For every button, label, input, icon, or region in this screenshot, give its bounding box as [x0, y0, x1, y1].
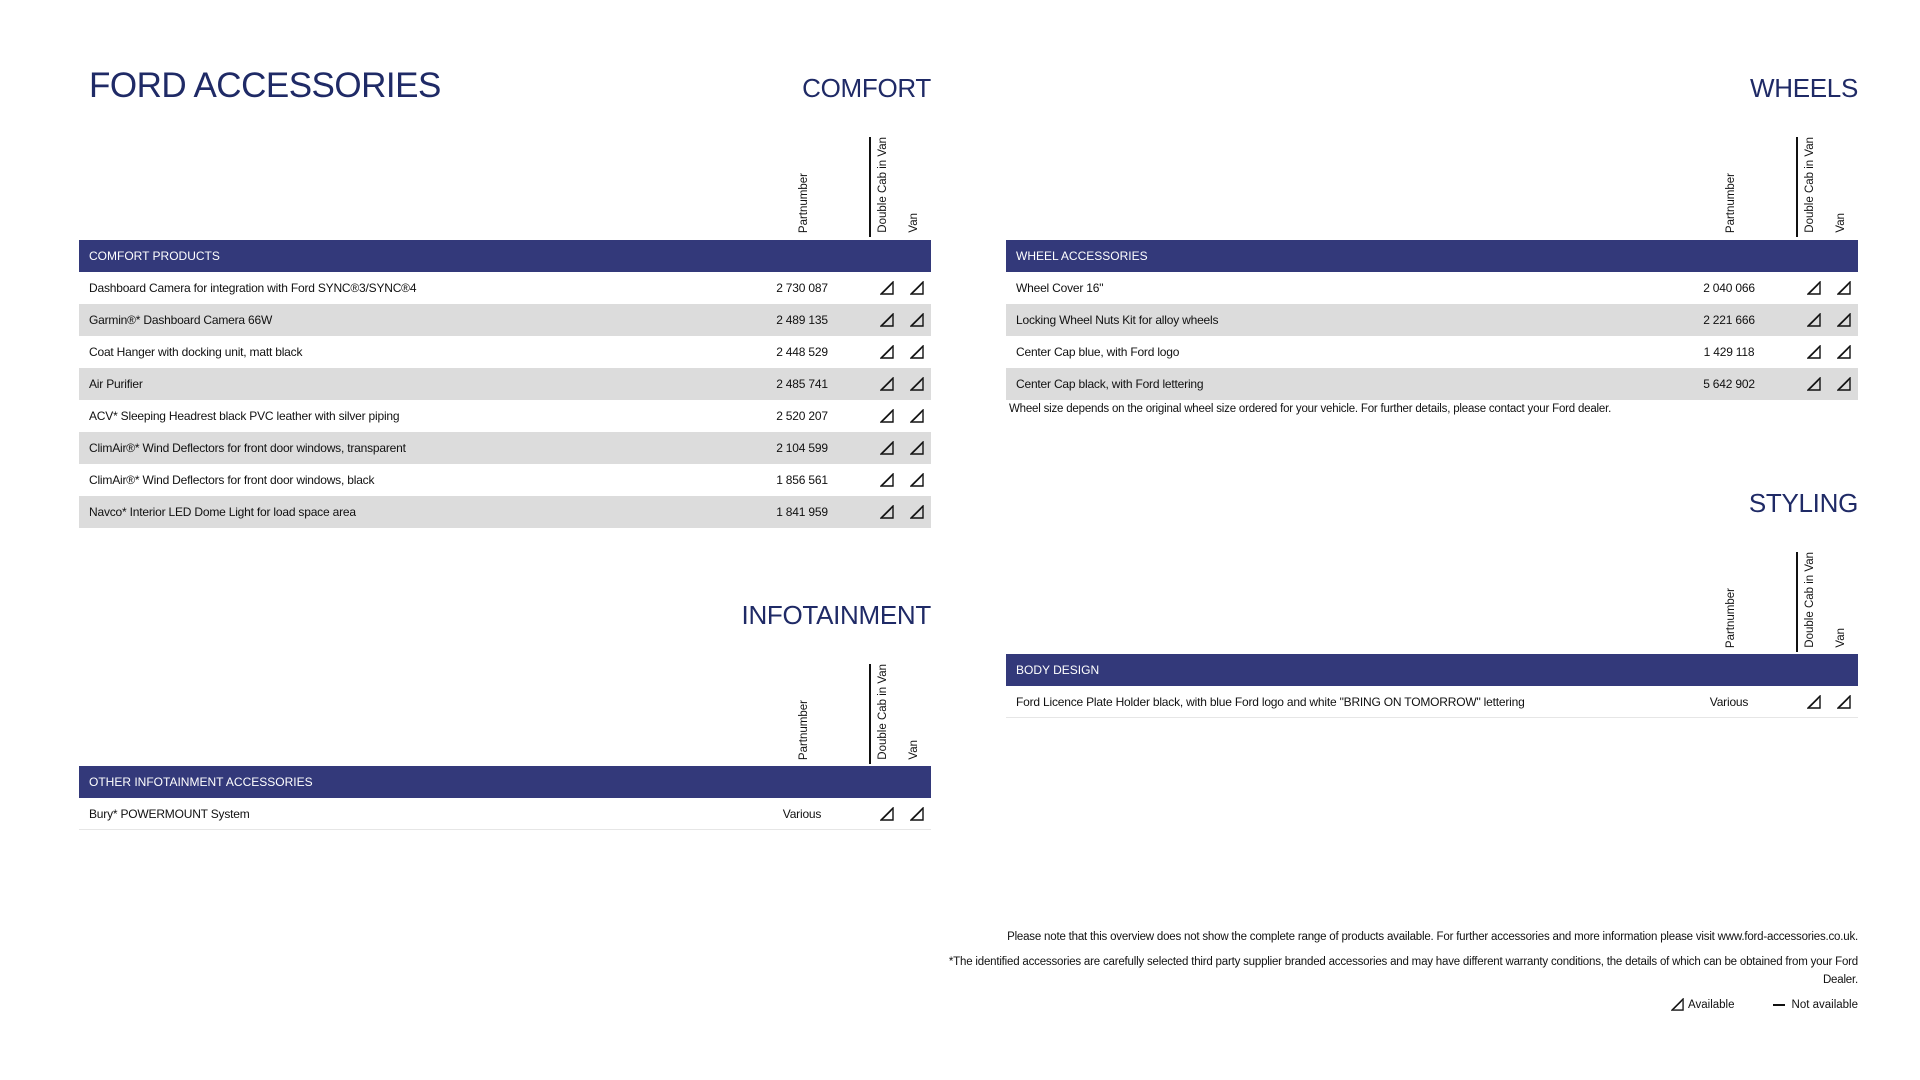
double-cab-header: Double Cab in Van	[1804, 552, 1816, 648]
row-description: ClimAir®* Wind Deflectors for front door windows, transparent	[89, 441, 406, 455]
available-icon	[880, 281, 894, 295]
partnumber-header: Partnumber	[1725, 172, 1737, 233]
footer-note-range: Please note that this overview does not show the complete range of products available. For further accessories and more information please visit www.ford-accessories.co.uk.	[1007, 931, 1858, 943]
column-divider	[869, 664, 871, 764]
table-row	[79, 336, 931, 368]
row-description: ACV* Sleeping Headrest black PVC leather with silver piping	[89, 409, 400, 423]
table-row	[79, 272, 931, 304]
page-title: FORD ACCESSORIES	[89, 66, 441, 105]
styling-title: STYLING	[1748, 488, 1858, 518]
row-partnumber: Various	[1709, 694, 1749, 709]
partnumber-header: Partnumber	[1725, 587, 1737, 648]
table-row	[1006, 336, 1858, 368]
column-divider	[1796, 552, 1798, 652]
table-row	[1006, 368, 1858, 400]
available-icon	[1807, 281, 1821, 295]
table-row	[1006, 304, 1858, 336]
available-icon	[880, 345, 894, 359]
row-partnumber: 2 104 599	[776, 441, 828, 455]
category-row: WHEEL ACCESSORIES	[1006, 240, 1858, 272]
infotainment-title: INFOTAINMENT	[741, 600, 931, 630]
partnumber-header: Partnumber	[798, 172, 810, 233]
infotainment-table	[79, 766, 931, 830]
row-partnumber: 2 448 529	[776, 345, 828, 359]
footer-note-warranty: *The identified accessories are carefully selected third party supplier branded accessories and may have different warranty conditions, the details of which can be obtained from your Ford	[948, 956, 1858, 968]
row-partnumber: 2 485 741	[776, 377, 828, 391]
available-icon	[910, 313, 924, 327]
row-description: Navco* Interior LED Dome Light for load space area	[89, 505, 356, 519]
available-icon	[910, 409, 924, 423]
partnumber-header: Partnumber	[798, 699, 810, 760]
row-description: Air Purifier	[89, 377, 143, 391]
van-header: Van	[908, 213, 920, 233]
table-row	[79, 798, 931, 830]
table-row	[79, 400, 931, 432]
available-icon	[1837, 377, 1851, 391]
available-icon	[1837, 345, 1851, 359]
available-icon	[880, 473, 894, 487]
van-header: Van	[908, 740, 920, 760]
infotainment-column-headers	[79, 664, 931, 764]
available-icon	[1807, 313, 1821, 327]
available-icon	[880, 441, 894, 455]
table-row	[79, 496, 931, 528]
table-row	[79, 368, 931, 400]
footer-note-warranty-end: Dealer.	[1822, 974, 1858, 986]
row-description: Ford Licence Plate Holder black, with blue Ford logo and white "BRING ON TOMORROW" lettering	[1016, 694, 1525, 709]
row-description: Garmin®* Dashboard Camera 66W	[89, 313, 273, 327]
row-description: Dashboard Camera for integration with Ford SYNC®3/SYNC®4	[89, 281, 417, 295]
category-row: BODY DESIGN	[1006, 654, 1858, 686]
styling-column-headers	[1006, 552, 1858, 652]
row-partnumber: 2 221 666	[1703, 313, 1755, 327]
legend-available-label: Available	[1688, 998, 1735, 1011]
available-icon	[1807, 345, 1821, 359]
column-divider	[1796, 137, 1798, 237]
double-cab-header: Double Cab in Van	[877, 137, 889, 233]
available-icon	[910, 505, 924, 519]
available-icon	[1837, 281, 1851, 295]
row-description: Coat Hanger with docking unit, matt black	[89, 345, 303, 359]
row-description: Bury* POWERMOUNT System	[89, 806, 250, 821]
legend-not-available-label: Not available	[1791, 998, 1858, 1011]
van-header: Van	[1835, 213, 1847, 233]
row-description: Center Cap black, with Ford lettering	[1016, 377, 1204, 391]
row-description: Locking Wheel Nuts Kit for alloy wheels	[1016, 313, 1219, 327]
legend-available	[1671, 998, 1734, 1011]
row-partnumber: Various	[782, 806, 822, 821]
available-icon	[910, 441, 924, 455]
row-description: Wheel Cover 16"	[1016, 281, 1104, 295]
double-cab-header: Double Cab in Van	[877, 664, 889, 760]
category-row: OTHER INFOTAINMENT ACCESSORIES	[79, 766, 931, 798]
table-row	[79, 432, 931, 464]
available-icon	[910, 807, 924, 821]
comfort-column-headers	[79, 137, 931, 237]
comfort-title: COMFORT	[802, 73, 931, 103]
category-row: COMFORT PRODUCTS	[79, 240, 931, 272]
van-header: Van	[1835, 628, 1847, 648]
wheels-column-headers	[1006, 137, 1858, 237]
row-partnumber: 2 520 207	[776, 409, 828, 423]
not-available-icon	[1773, 1004, 1785, 1006]
row-partnumber: 1 841 959	[776, 505, 828, 519]
available-icon	[910, 281, 924, 295]
table-row	[1006, 272, 1858, 304]
available-icon	[880, 377, 894, 391]
legend-not-available	[1773, 999, 1858, 1011]
comfort-table	[79, 240, 931, 528]
row-description: ClimAir®* Wind Deflectors for front door windows, black	[89, 473, 375, 487]
row-partnumber: 5 642 902	[1703, 377, 1755, 391]
available-icon	[1837, 695, 1851, 709]
double-cab-header: Double Cab in Van	[1804, 137, 1816, 233]
available-icon	[1807, 377, 1821, 391]
available-icon	[910, 345, 924, 359]
legend	[1671, 998, 1858, 1011]
row-partnumber: 2 489 135	[776, 313, 828, 327]
wheel-size-note: Wheel size depends on the original wheel size ordered for your vehicle. For further details, please contact your Ford dealer.	[1009, 403, 1612, 415]
row-description: Center Cap blue, with Ford logo	[1016, 345, 1180, 359]
wheels-table	[1006, 240, 1858, 400]
table-row	[1006, 686, 1858, 718]
row-partnumber: 2 040 066	[1703, 281, 1755, 295]
available-icon	[910, 473, 924, 487]
available-icon	[880, 409, 894, 423]
row-partnumber: 1 429 118	[1703, 345, 1755, 359]
available-icon	[880, 505, 894, 519]
table-row	[79, 304, 931, 336]
row-partnumber: 1 856 561	[776, 473, 828, 487]
available-icon	[910, 377, 924, 391]
table-row	[79, 464, 931, 496]
wheels-title: WHEELS	[1749, 73, 1858, 103]
row-partnumber: 2 730 087	[776, 281, 828, 295]
available-icon	[880, 313, 894, 327]
available-icon	[880, 807, 894, 821]
column-divider	[869, 137, 871, 237]
available-icon	[1837, 313, 1851, 327]
styling-table	[1006, 654, 1858, 718]
available-icon	[1671, 998, 1684, 1011]
available-icon	[1807, 695, 1821, 709]
